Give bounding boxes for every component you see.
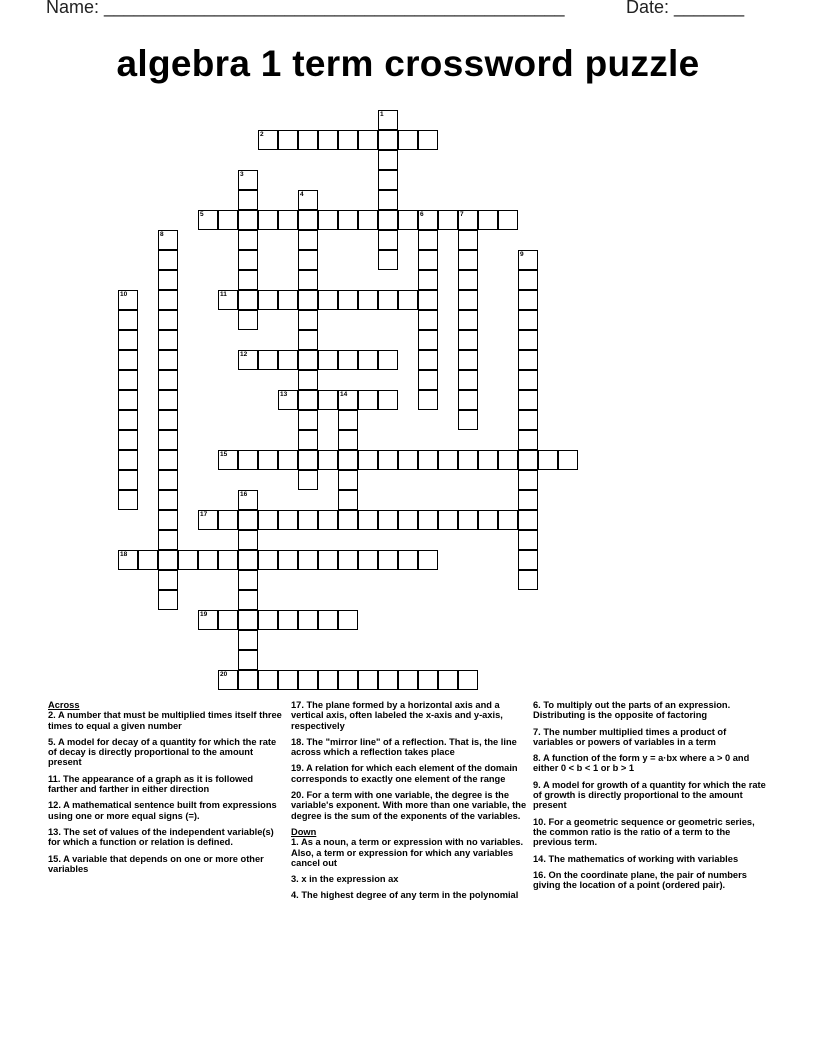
crossword-cell[interactable] (518, 290, 538, 310)
crossword-cell[interactable] (438, 670, 458, 690)
crossword-cell[interactable] (298, 130, 318, 150)
crossword-cell[interactable] (498, 210, 518, 230)
crossword-cell[interactable] (118, 390, 138, 410)
clue-across-12: 12. A mathematical sentence built from expressions using one or more equal signs (=). (48, 800, 277, 821)
crossword-cell[interactable] (278, 210, 298, 230)
crossword-cell[interactable] (278, 610, 298, 630)
crossword-cell[interactable] (338, 610, 358, 630)
clue-number-18: 18 (120, 551, 128, 558)
crossword-cell[interactable] (518, 270, 538, 290)
crossword-cell[interactable] (458, 510, 478, 530)
clue-number-11: 11 (220, 291, 227, 298)
clue-number-7: 7 (460, 211, 464, 218)
crossword-cell[interactable] (378, 210, 398, 230)
crossword-cell[interactable] (458, 350, 478, 370)
crossword-cell[interactable] (238, 190, 258, 210)
crossword-cell[interactable] (118, 410, 138, 430)
clue-number-20: 20 (220, 671, 228, 678)
crossword-cell[interactable] (338, 350, 358, 370)
crossword-cell[interactable] (378, 190, 398, 210)
crossword-cell[interactable] (118, 350, 138, 370)
clue-number-19: 19 (200, 611, 208, 618)
crossword-cell[interactable] (278, 510, 298, 530)
crossword-cell[interactable] (458, 670, 478, 690)
crossword-cell[interactable] (418, 390, 438, 410)
crossword-cell[interactable] (238, 650, 258, 670)
clue-across-15: 15. A variable that depends on one or more other variables (48, 853, 264, 874)
clue-down-10: 10. For a geometric sequence or geometric series, the common ratio is the ratio of a term to the previous term. (533, 816, 755, 848)
crossword-cell[interactable] (418, 510, 438, 530)
crossword-cell[interactable] (398, 450, 418, 470)
crossword-cell[interactable] (238, 670, 258, 690)
crossword-cell[interactable] (518, 390, 538, 410)
clue-number-6: 6 (420, 211, 424, 218)
crossword-cell[interactable] (498, 450, 518, 470)
crossword-cell[interactable] (418, 450, 438, 470)
crossword-cell[interactable] (358, 210, 378, 230)
crossword-cell[interactable] (358, 670, 378, 690)
crossword-cell[interactable] (318, 290, 338, 310)
clue-number-8: 8 (160, 231, 164, 238)
crossword-cell[interactable] (238, 230, 258, 250)
crossword-cell[interactable] (338, 670, 358, 690)
crossword-cell[interactable] (518, 450, 538, 470)
crossword-cell[interactable] (218, 550, 238, 570)
crossword-cell[interactable] (258, 290, 278, 310)
clue-number-16: 16 (240, 491, 248, 498)
crossword-cell[interactable] (378, 390, 398, 410)
crossword-cell[interactable] (258, 610, 278, 630)
crossword-cell[interactable] (458, 290, 478, 310)
clue-across-5: 5. A model for decay of a quantity for which the rate of decay is directly proportional to the amount present (48, 736, 277, 768)
crossword-cell[interactable] (118, 370, 138, 390)
clue-down-14: 14. The mathematics of working with variables (533, 853, 739, 864)
crossword-cell[interactable] (518, 570, 538, 590)
crossword-cell[interactable] (298, 370, 318, 390)
crossword-cell[interactable] (378, 150, 398, 170)
clue-across-11: 11. The appearance of a graph as it is followed farther and farther in either direction (48, 773, 254, 795)
crossword-cell[interactable] (298, 470, 318, 490)
clue-across-20: 20. For a term with one variable, the degree is the variable's exponent. With more than one variable, the degree is the sum of the exponents of the variables. (291, 790, 527, 821)
crossword-cell[interactable] (158, 470, 178, 490)
crossword-cell[interactable] (298, 310, 318, 330)
crossword-cell[interactable] (298, 510, 318, 530)
crossword-cell[interactable] (458, 370, 478, 390)
crossword-cell[interactable] (378, 550, 398, 570)
across-heading: Across (48, 700, 80, 710)
crossword-cell[interactable] (458, 250, 478, 270)
crossword-cell[interactable] (298, 250, 318, 270)
crossword-cell[interactable] (318, 350, 338, 370)
crossword-cell[interactable] (518, 530, 538, 550)
clue-down-1: 1. As a noun, a term or expression with no variables. Also, a term or expression for which any variables cancel out (291, 837, 524, 868)
crossword-cell[interactable] (358, 450, 378, 470)
crossword-cell[interactable] (158, 570, 178, 590)
crossword-cell[interactable] (338, 210, 358, 230)
crossword-cell[interactable] (378, 510, 398, 530)
crossword-cell[interactable] (318, 450, 338, 470)
clue-across-17: 17. The plane formed by a horizontal axis and a vertical axis, often labeled the x-axis and y-axis, respectively (291, 700, 503, 731)
clue-column-1 (48, 700, 284, 880)
crossword-cell[interactable] (438, 450, 458, 470)
crossword-cell[interactable] (278, 290, 298, 310)
clue-across-13: 13. The set of values of the independent variable(s) for which a function or relation is defined. (48, 826, 274, 848)
crossword-cell[interactable] (338, 410, 358, 430)
crossword-cell[interactable] (358, 550, 378, 570)
crossword-cell[interactable] (258, 450, 278, 470)
crossword-cell[interactable] (278, 450, 298, 470)
crossword-cell[interactable] (478, 210, 498, 230)
crossword-cell[interactable] (518, 550, 538, 570)
crossword-cell[interactable] (458, 270, 478, 290)
crossword-cell[interactable] (338, 510, 358, 530)
crossword-cell[interactable] (278, 130, 298, 150)
clue-number-5: 5 (200, 211, 204, 218)
clue-down-4: 4. The highest degree of any term in the polynomial (291, 890, 519, 901)
crossword-cell[interactable] (378, 450, 398, 470)
crossword-cell[interactable] (378, 250, 398, 270)
clue-column-2 (291, 700, 527, 907)
crossword-cell[interactable] (238, 310, 258, 330)
crossword-cell[interactable] (238, 210, 258, 230)
clue-down-8: 8. A function of the form y = a·bx where a > 0 and either 0 < b < 1 or b > 1 (533, 753, 750, 774)
clue-number-1: 1 (380, 111, 384, 118)
crossword-cell[interactable] (158, 550, 178, 570)
crossword-cell[interactable] (318, 550, 338, 570)
crossword-cell[interactable] (378, 170, 398, 190)
clue-down-3: 3. x in the expression ax (291, 874, 399, 885)
crossword-cell[interactable] (418, 310, 438, 330)
crossword-cell[interactable] (458, 330, 478, 350)
crossword-cell[interactable] (258, 350, 278, 370)
crossword-cell[interactable] (358, 290, 378, 310)
date-field-line[interactable]: Date: _______ (626, 0, 745, 17)
crossword-cell[interactable] (298, 330, 318, 350)
crossword-cell[interactable] (378, 670, 398, 690)
crossword-cell[interactable] (218, 210, 238, 230)
crossword-cell[interactable] (418, 550, 438, 570)
crossword-cell[interactable] (118, 470, 138, 490)
crossword-cell[interactable] (518, 430, 538, 450)
crossword-cell[interactable] (358, 510, 378, 530)
crossword-cell[interactable] (318, 510, 338, 530)
crossword-cell[interactable] (118, 330, 138, 350)
crossword-cell[interactable] (378, 230, 398, 250)
clue-down-9: 9. A model for growth of a quantity for which the rate of growth is directly proportional to the amount present (533, 779, 766, 811)
crossword-cell[interactable] (418, 290, 438, 310)
crossword-cell[interactable] (338, 470, 358, 490)
clue-number-13: 13 (280, 391, 288, 398)
crossword-cell[interactable] (158, 350, 178, 370)
crossword-cell[interactable] (238, 610, 258, 630)
clue-number-4: 4 (300, 191, 304, 198)
crossword-cell[interactable] (158, 490, 178, 510)
crossword-cell[interactable] (158, 370, 178, 390)
crossword-cell[interactable] (158, 590, 178, 610)
crossword-cell[interactable] (118, 430, 138, 450)
crossword-cell[interactable] (158, 530, 178, 550)
crossword-cell[interactable] (158, 330, 178, 350)
crossword-cell[interactable] (518, 490, 538, 510)
crossword-cell[interactable] (198, 550, 218, 570)
crossword-cell[interactable] (158, 250, 178, 270)
crossword-cell[interactable] (218, 610, 238, 630)
crossword-cell[interactable] (518, 470, 538, 490)
crossword-cell[interactable] (418, 670, 438, 690)
crossword-cell[interactable] (518, 310, 538, 330)
crossword-cell[interactable] (238, 550, 258, 570)
crossword-cell[interactable] (478, 450, 498, 470)
crossword-cell[interactable] (458, 390, 478, 410)
crossword-cell[interactable] (158, 310, 178, 330)
crossword-cell[interactable] (358, 390, 378, 410)
crossword-cell[interactable] (358, 130, 378, 150)
crossword-cell[interactable] (518, 370, 538, 390)
crossword-cell[interactable] (358, 350, 378, 370)
crossword-cell[interactable] (178, 550, 198, 570)
clue-number-10: 10 (120, 291, 128, 298)
clue-number-2: 2 (260, 131, 264, 138)
crossword-cell[interactable] (258, 670, 278, 690)
clue-number-9: 9 (520, 251, 524, 258)
crossword-cell[interactable] (238, 510, 258, 530)
crossword-cell[interactable] (558, 450, 578, 470)
crossword-cell[interactable] (238, 570, 258, 590)
crossword-cell[interactable] (458, 410, 478, 430)
crossword-cell[interactable] (518, 510, 538, 530)
down-heading: Down (291, 826, 317, 837)
crossword-cell[interactable] (398, 670, 418, 690)
clue-number-17: 17 (200, 511, 208, 518)
crossword-cell[interactable] (278, 350, 298, 370)
crossword-cell[interactable] (318, 610, 338, 630)
crossword-cell[interactable] (398, 210, 418, 230)
crossword-cell[interactable] (538, 450, 558, 470)
crossword-cell[interactable] (318, 130, 338, 150)
clue-number-15: 15 (220, 451, 228, 458)
crossword-cell[interactable] (338, 130, 358, 150)
crossword-cell[interactable] (398, 550, 418, 570)
crossword-cell[interactable] (418, 250, 438, 270)
crossword-cell[interactable] (238, 530, 258, 550)
clue-number-14: 14 (340, 391, 348, 398)
crossword-cell[interactable] (238, 270, 258, 290)
clue-down-16: 16. On the coordinate plane, the pair of numbers giving the location of a point (ordered pair). (533, 869, 747, 891)
crossword-cell[interactable] (338, 290, 358, 310)
clue-across-18: 18. The "mirror line" of a reflection. That is, the line across which a reflection takes place (291, 736, 517, 758)
crossword-cell[interactable] (298, 610, 318, 630)
crossword-cell[interactable] (378, 290, 398, 310)
crossword-cell[interactable] (418, 270, 438, 290)
crossword-cell[interactable] (278, 670, 298, 690)
crossword-cell[interactable] (238, 590, 258, 610)
crossword-cell[interactable] (298, 390, 318, 410)
crossword-cell[interactable] (318, 210, 338, 230)
crossword-cell[interactable] (418, 370, 438, 390)
crossword-cell[interactable] (298, 550, 318, 570)
crossword-cell[interactable] (418, 330, 438, 350)
crossword-cell[interactable] (298, 270, 318, 290)
crossword-cell[interactable] (118, 490, 138, 510)
crossword-cell[interactable] (458, 230, 478, 250)
crossword-cell[interactable] (278, 550, 298, 570)
crossword-cell[interactable] (118, 310, 138, 330)
crossword-cell[interactable] (218, 510, 238, 530)
crossword-cell[interactable] (158, 290, 178, 310)
crossword-cell[interactable] (158, 450, 178, 470)
crossword-cell[interactable] (298, 350, 318, 370)
clue-column-3 (533, 700, 769, 896)
crossword-cell[interactable] (318, 390, 338, 410)
clue-down-7: 7. The number multiplied times a product of variables or powers of variables in a term (533, 726, 727, 747)
crossword-cell[interactable] (438, 210, 458, 230)
crossword-cell[interactable] (238, 250, 258, 270)
crossword-cell[interactable] (298, 410, 318, 430)
crossword-cell[interactable] (158, 430, 178, 450)
crossword-cell[interactable] (158, 510, 178, 530)
crossword-cell[interactable] (118, 450, 138, 470)
crossword-cell[interactable] (398, 290, 418, 310)
crossword-cell[interactable] (338, 490, 358, 510)
crossword-cell[interactable] (478, 510, 498, 530)
crossword-cell[interactable] (158, 410, 178, 430)
crossword-cell[interactable] (158, 390, 178, 410)
name-field-line[interactable]: Name: ______________________________________________ (46, 0, 565, 17)
crossword-cell[interactable] (518, 330, 538, 350)
page-title: algebra 1 term crossword puzzle (116, 43, 700, 84)
crossword-cell[interactable] (418, 350, 438, 370)
crossword-cell[interactable] (318, 670, 338, 690)
clue-down-6: 6. To multiply out the parts of an expression. Distributing is the opposite of factoring (533, 700, 731, 721)
crossword-cell[interactable] (338, 550, 358, 570)
crossword-cell[interactable] (518, 350, 538, 370)
crossword-cell[interactable] (458, 310, 478, 330)
crossword-cell[interactable] (298, 670, 318, 690)
crossword-cell[interactable] (498, 510, 518, 530)
crossword-cell[interactable] (238, 450, 258, 470)
crossword-cell[interactable] (338, 430, 358, 450)
crossword-cell[interactable] (298, 430, 318, 450)
crossword-cell[interactable] (438, 510, 458, 530)
crossword-cell[interactable] (378, 350, 398, 370)
crossword-cell[interactable] (258, 550, 278, 570)
crossword-cell[interactable] (418, 130, 438, 150)
crossword-cell[interactable] (518, 410, 538, 430)
crossword-cell[interactable] (158, 270, 178, 290)
clue-number-3: 3 (240, 171, 244, 178)
crossword-cell[interactable] (378, 130, 398, 150)
crossword-cell[interactable] (298, 210, 318, 230)
crossword-cell[interactable] (298, 290, 318, 310)
crossword-cell[interactable] (338, 450, 358, 470)
crossword-cell[interactable] (298, 450, 318, 470)
crossword-cell[interactable] (238, 290, 258, 310)
crossword-cell[interactable] (298, 230, 318, 250)
crossword-cell[interactable] (418, 230, 438, 250)
clue-across-2: 2. A number that must be multiplied times itself three times to equal a given number (48, 710, 282, 731)
crossword-cell[interactable] (398, 130, 418, 150)
clue-across-19: 19. A relation for which each element of the domain corresponds to exactly one element of the range (291, 763, 518, 784)
crossword-cell[interactable] (258, 210, 278, 230)
crossword-cell[interactable] (138, 550, 158, 570)
clue-number-12: 12 (240, 351, 248, 358)
crossword-cell[interactable] (458, 450, 478, 470)
crossword-cell[interactable] (238, 630, 258, 650)
crossword-cell[interactable] (258, 510, 278, 530)
crossword-cell[interactable] (398, 510, 418, 530)
